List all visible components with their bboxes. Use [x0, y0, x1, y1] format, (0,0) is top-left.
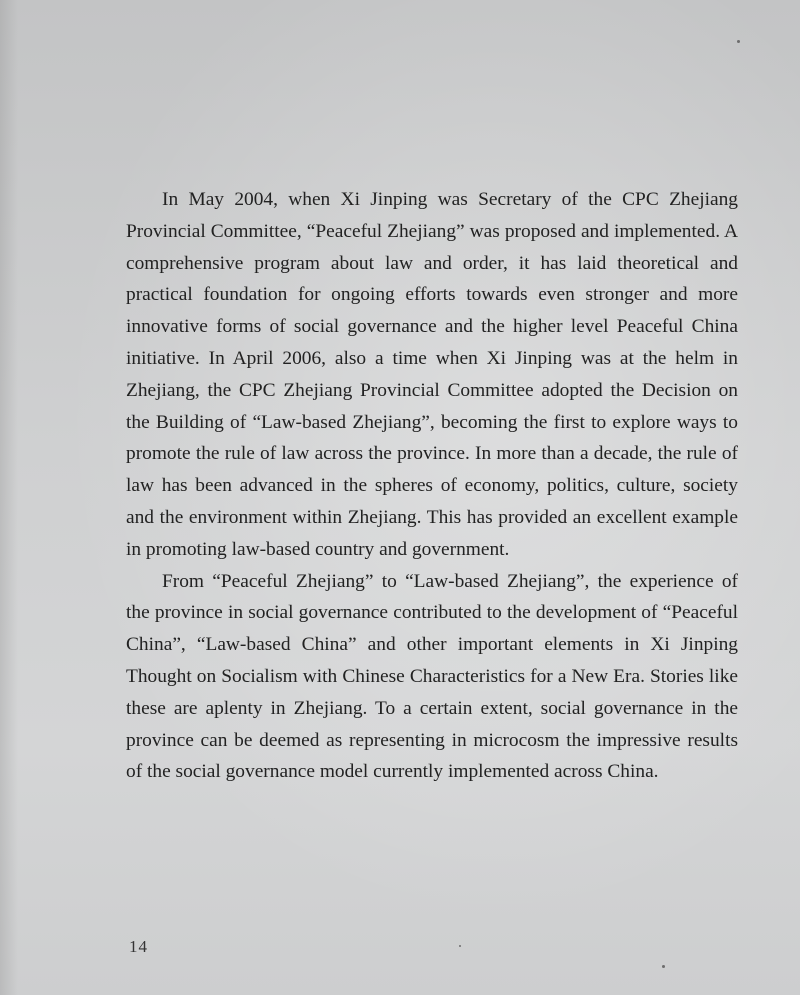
paper-speck [459, 945, 461, 947]
paragraph-1: In May 2004, when Xi Jinping was Secretary of the CPC Zhejiang Provincial Committee, “Peaceful Zhejiang” was proposed and implemented. A comprehensive program about law and order, it has laid theoretical and practical foundation for ongoing efforts towards even stronger and more innovative forms of social governance and the higher level Peaceful China initiative. In April 2006, also a time when Xi Jinping was at the helm in Zhejiang, the CPC Zhejiang Provincial Committee adopted the Decision on the Building of “Law-based Zhejiang”, becoming the first to explore ways to promote the rule of law across the province. In more than a decade, the rule of law has been advanced in the spheres of economy, politics, culture, society and the environment within Zhejiang. This has provided an excellent example in promoting law-based country and government. [126, 189, 738, 560]
paper-speck [737, 40, 740, 43]
body-text [126, 184, 738, 788]
paragraph-2: From “Peaceful Zhejiang” to “Law-based Zhejiang”, the experience of the province in social governance contributed to the development of “Peaceful China”, “Law-based China” and other important elements in Xi Jinping Thought on Socialism with Chinese Characteristics for a New Era. Stories like these are aplenty in Zhejiang. To a certain extent, social governance in the province can be deemed as representing in microcosm the impressive results of the social governance model currently implemented across China. [126, 570, 738, 783]
page-number: 14 [129, 937, 148, 956]
paper-speck [662, 965, 665, 968]
spine-shadow [0, 0, 18, 995]
